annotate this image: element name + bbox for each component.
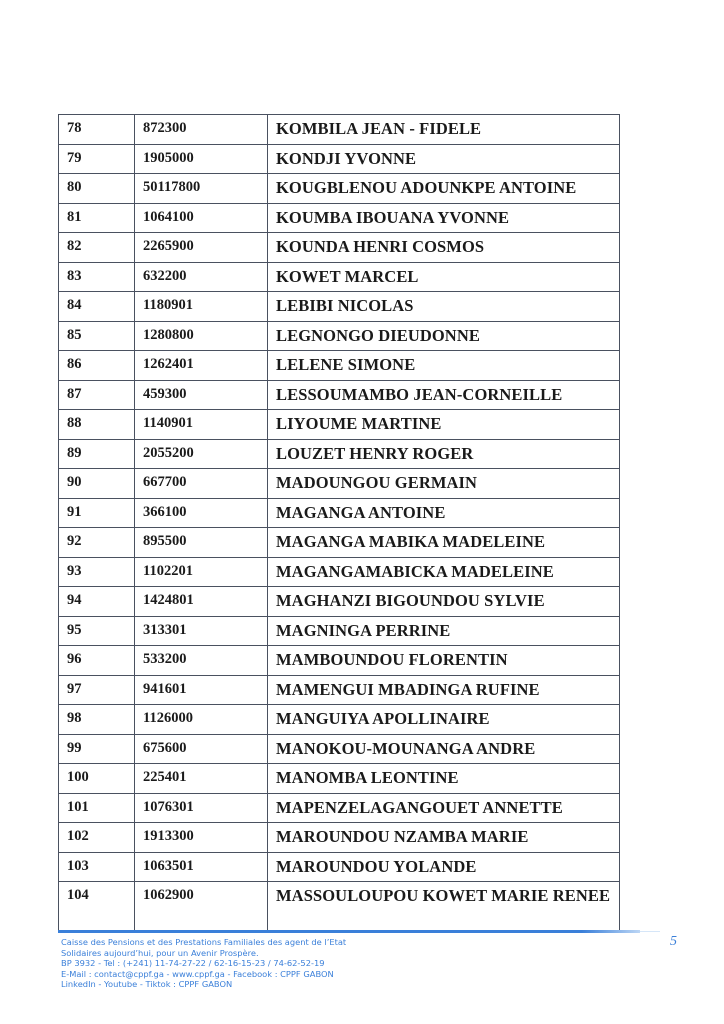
table-row: [59, 498, 620, 528]
row-code: 2055200: [135, 439, 268, 469]
row-name: MAGANGA ANTOINE: [268, 498, 620, 528]
row-name: MAGANGA MABIKA MADELEINE: [268, 528, 620, 558]
row-number: 85: [59, 321, 135, 351]
row-number: 80: [59, 174, 135, 204]
row-number: 87: [59, 380, 135, 410]
row-code: 459300: [135, 380, 268, 410]
table-row: [59, 292, 620, 322]
row-number: 83: [59, 262, 135, 292]
table-row: [59, 262, 620, 292]
table-row: [59, 439, 620, 469]
row-number: 102: [59, 823, 135, 853]
row-name: KOUNDA HENRI COSMOS: [268, 233, 620, 263]
row-name: MAGHANZI BIGOUNDOU SYLVIE: [268, 587, 620, 617]
table-row: [59, 469, 620, 499]
row-name: LEBIBI NICOLAS: [268, 292, 620, 322]
row-number: 90: [59, 469, 135, 499]
row-name: MANOMBA LEONTINE: [268, 764, 620, 794]
table-row: [59, 115, 620, 145]
row-number: 103: [59, 852, 135, 882]
row-name: LIYOUME MARTINE: [268, 410, 620, 440]
footer-contact-phone: BP 3932 - Tel : (+241) 11-74-27-22 / 62-16-15-23 / 74-62-52-19: [61, 958, 325, 969]
row-number: 79: [59, 144, 135, 174]
row-code: 941601: [135, 675, 268, 705]
row-name: MAMENGUI MBADINGA RUFINE: [268, 675, 620, 705]
row-code: 1140901: [135, 410, 268, 440]
row-code: 1076301: [135, 793, 268, 823]
row-code: 1424801: [135, 587, 268, 617]
table-row: [59, 144, 620, 174]
table-row: [59, 587, 620, 617]
row-code: 895500: [135, 528, 268, 558]
row-name: MAMBOUNDOU FLORENTIN: [268, 646, 620, 676]
row-number: 104: [59, 882, 135, 931]
row-number: 93: [59, 557, 135, 587]
row-name: KOUMBA IBOUANA YVONNE: [268, 203, 620, 233]
row-code: 1064100: [135, 203, 268, 233]
row-number: 98: [59, 705, 135, 735]
row-code: 1126000: [135, 705, 268, 735]
row-code: 366100: [135, 498, 268, 528]
table-row: [59, 410, 620, 440]
table-row: [59, 882, 620, 931]
table-row: [59, 203, 620, 233]
footer-social: LinkedIn - Youtube - Tiktok : CPPF GABON: [61, 979, 233, 990]
row-code: 2265900: [135, 233, 268, 263]
row-code: 50117800: [135, 174, 268, 204]
footer-contact-web: E-Mail : contact@cppf.ga - www.cppf.ga - Facebook : CPPF GABON: [61, 968, 334, 979]
table-body: [59, 115, 620, 931]
table-row: [59, 734, 620, 764]
table-row: [59, 852, 620, 882]
footer: [61, 937, 561, 990]
table-row: [59, 233, 620, 263]
row-name: MASSOULOUPOU KOWET MARIE RENEE: [268, 882, 620, 931]
row-number: 81: [59, 203, 135, 233]
table-row: [59, 646, 620, 676]
table-row: [59, 380, 620, 410]
row-number: 101: [59, 793, 135, 823]
table-row: [59, 528, 620, 558]
row-number: 100: [59, 764, 135, 794]
row-code: 667700: [135, 469, 268, 499]
row-code: 1063501: [135, 852, 268, 882]
table-row: [59, 616, 620, 646]
table-row: [59, 764, 620, 794]
row-name: MAGNINGA PERRINE: [268, 616, 620, 646]
page-number: 5: [670, 934, 677, 949]
row-code: 1913300: [135, 823, 268, 853]
row-number: 94: [59, 587, 135, 617]
row-name: KOWET MARCEL: [268, 262, 620, 292]
table-row: [59, 557, 620, 587]
row-code: 1262401: [135, 351, 268, 381]
row-code: 313301: [135, 616, 268, 646]
row-code: 632200: [135, 262, 268, 292]
row-code: 1062900: [135, 882, 268, 931]
footer-slogan: Solidaires aujourd’hui, pour un Avenir Prospère.: [61, 947, 259, 958]
row-number: 95: [59, 616, 135, 646]
table-row: [59, 823, 620, 853]
row-name: MANGUIYA APOLLINAIRE: [268, 705, 620, 735]
row-code: 533200: [135, 646, 268, 676]
row-name: MAGANGAMABICKA MADELEINE: [268, 557, 620, 587]
footer-org-name: Caisse des Pensions et des Prestations Familiales des agent de l’Etat: [61, 937, 347, 947]
beneficiary-table: [58, 114, 620, 931]
row-number: 96: [59, 646, 135, 676]
row-number: 99: [59, 734, 135, 764]
row-code: 1905000: [135, 144, 268, 174]
row-number: 88: [59, 410, 135, 440]
row-name: LOUZET HENRY ROGER: [268, 439, 620, 469]
row-number: 91: [59, 498, 135, 528]
row-number: 82: [59, 233, 135, 263]
row-code: 675600: [135, 734, 268, 764]
row-name: MAPENZELAGANGOUET ANNETTE: [268, 793, 620, 823]
table-row: [59, 793, 620, 823]
row-name: LESSOUMAMBO JEAN-CORNEILLE: [268, 380, 620, 410]
row-name: MAROUNDOU NZAMBA MARIE: [268, 823, 620, 853]
row-name: KOMBILA JEAN - FIDELE: [268, 115, 620, 145]
row-number: 92: [59, 528, 135, 558]
row-name: KONDJI YVONNE: [268, 144, 620, 174]
row-name: MANOKOU-MOUNANGA ANDRE: [268, 734, 620, 764]
row-code: 225401: [135, 764, 268, 794]
row-code: 872300: [135, 115, 268, 145]
row-name: LELENE SIMONE: [268, 351, 620, 381]
footer-divider: [58, 930, 640, 933]
row-number: 97: [59, 675, 135, 705]
row-number: 86: [59, 351, 135, 381]
row-name: KOUGBLENOU ADOUNKPE ANTOINE: [268, 174, 620, 204]
row-code: 1102201: [135, 557, 268, 587]
table-row: [59, 321, 620, 351]
row-name: MAROUNDOU YOLANDE: [268, 852, 620, 882]
table-row: [59, 174, 620, 204]
row-number: 78: [59, 115, 135, 145]
row-name: LEGNONGO DIEUDONNE: [268, 321, 620, 351]
row-code: 1280800: [135, 321, 268, 351]
row-number: 89: [59, 439, 135, 469]
table-row: [59, 705, 620, 735]
footer-divider-fade: [640, 931, 660, 932]
table-row: [59, 675, 620, 705]
row-number: 84: [59, 292, 135, 322]
row-name: MADOUNGOU GERMAIN: [268, 469, 620, 499]
table-row: [59, 351, 620, 381]
row-code: 1180901: [135, 292, 268, 322]
